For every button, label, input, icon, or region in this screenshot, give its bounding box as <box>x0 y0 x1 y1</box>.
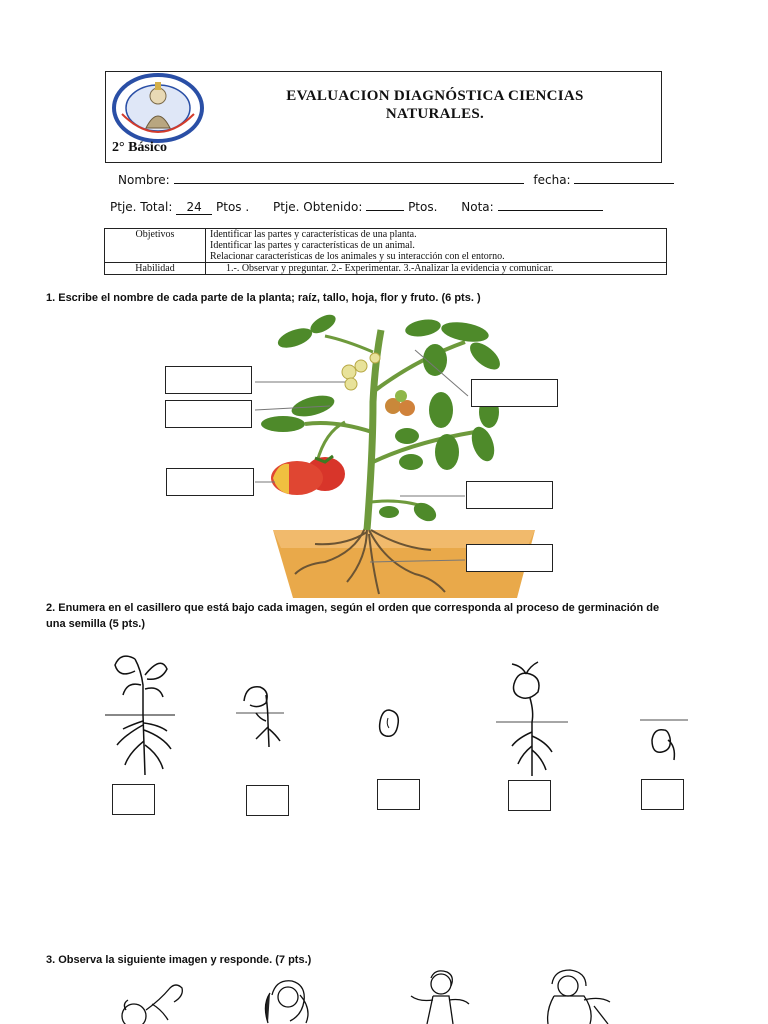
name-field[interactable] <box>174 171 524 184</box>
title-line-1: EVALUACION DIAGNÓSTICA CIENCIAS <box>286 88 584 104</box>
title-line-2: NATURALES. <box>385 106 485 122</box>
plant-label-lines <box>250 340 470 580</box>
child-drawing-image <box>405 968 475 1024</box>
plant-answer-box-stem[interactable] <box>466 481 553 509</box>
germination-stage-sprout-image <box>496 662 568 780</box>
germination-answer-box-3[interactable] <box>377 779 420 810</box>
obtained-field[interactable] <box>366 198 404 211</box>
germination-stage-seedling-image <box>236 683 286 751</box>
skill-label: Habilidad <box>105 263 206 275</box>
germination-answer-box-5[interactable] <box>641 779 684 810</box>
plant-answer-box-leaf[interactable] <box>471 379 558 407</box>
question-2-line-1: 2. Enumera en el casillero que está bajo cada imagen, según el orden que corresponda al proceso de germinación de <box>46 602 660 614</box>
grade-score-field[interactable] <box>498 198 603 211</box>
germination-answer-box-4[interactable] <box>508 780 551 811</box>
name-row <box>118 171 674 187</box>
school-logo <box>112 74 204 144</box>
objectives-label: Objetivos <box>105 229 206 263</box>
page-title <box>240 87 630 123</box>
pts-label-2: Ptos. <box>408 200 438 214</box>
grade-score-label: Nota: <box>461 200 494 214</box>
germination-answer-box-2[interactable] <box>246 785 289 816</box>
score-row <box>110 198 603 215</box>
date-label: fecha: <box>533 173 571 187</box>
skill-row <box>105 263 667 275</box>
objective-item: Identificar las partes y características de una planta. <box>210 229 417 240</box>
objectives-row <box>105 229 667 263</box>
objective-item: Relacionar características de los animales y su interacción con el entorno. <box>210 251 505 262</box>
skill-text: 1.-. Observar y preguntar. 2.- Experimentar. 3.-Analizar la evidencia y comunicar. <box>206 263 667 275</box>
question-1: 1. Escribe el nombre de cada parte de la planta; raíz, tallo, hoja, flor y fruto. (6 pts. ) <box>46 292 481 304</box>
baby-drawing-image <box>112 980 192 1024</box>
obtained-label: Ptje. Obtenido: <box>273 200 363 214</box>
objectives-table <box>104 228 667 275</box>
date-field[interactable] <box>574 171 674 184</box>
germination-stage-adult-plant-image <box>105 645 175 780</box>
objective-item: Identificar las partes y características de un animal. <box>210 240 415 251</box>
objectives-list <box>206 229 667 263</box>
plant-answer-box-root[interactable] <box>466 544 553 572</box>
grade-label: 2° Básico <box>112 140 167 155</box>
plant-answer-box-flower[interactable] <box>165 366 252 394</box>
question-2-line-2: una semilla (5 pts.) <box>46 618 146 630</box>
total-label: Ptje. Total: <box>110 200 173 214</box>
germination-stage-root-emerging-image <box>640 718 688 764</box>
plant-answer-box-fruit-small[interactable] <box>165 400 252 428</box>
germination-stage-seed-image <box>376 708 402 740</box>
total-value: 24 <box>176 200 212 215</box>
pts-label-1: Ptos . <box>216 200 250 214</box>
young-woman-drawing-image <box>232 975 342 1024</box>
plant-answer-box-fruit[interactable] <box>166 468 254 496</box>
germination-answer-box-1[interactable] <box>112 784 155 815</box>
elderly-person-drawing-image <box>524 966 616 1024</box>
question-3: 3. Observa la siguiente imagen y responde. (7 pts.) <box>46 954 312 966</box>
name-label: Nombre: <box>118 173 170 187</box>
question-2 <box>46 600 746 632</box>
